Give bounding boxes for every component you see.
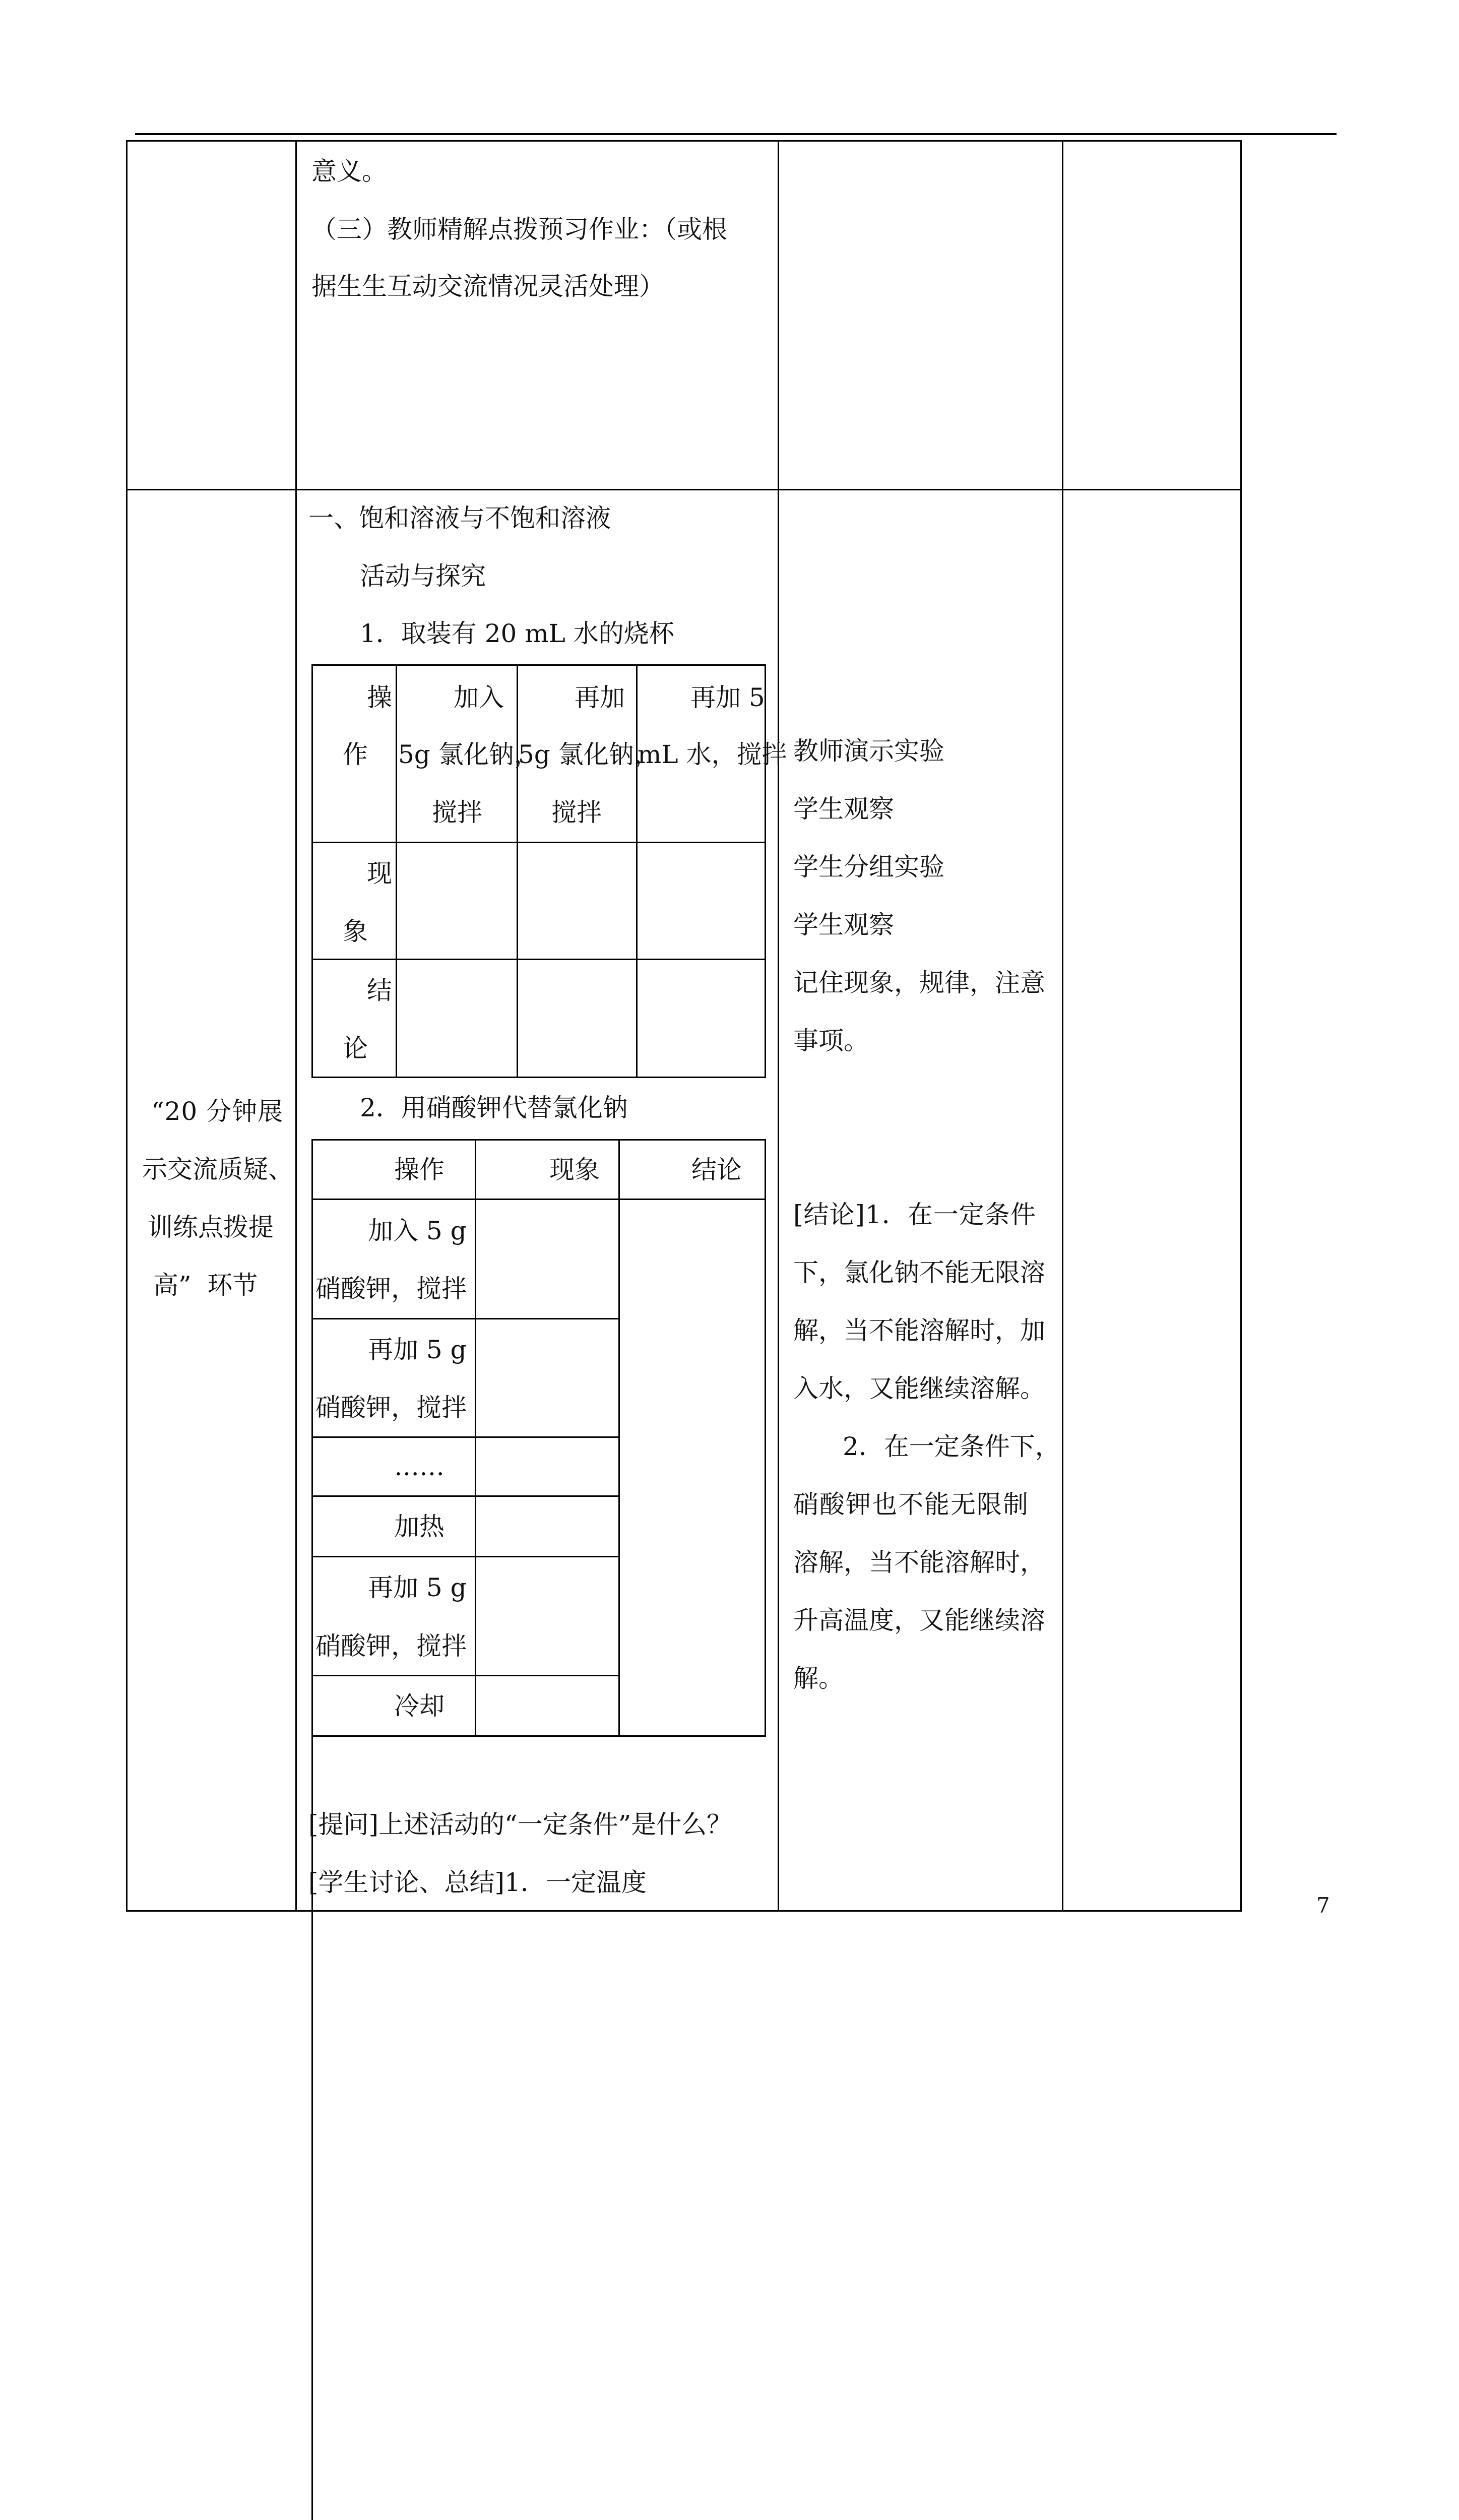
t2-op: 再加 5 g: [368, 1335, 467, 1364]
table-right-border: [1240, 140, 1242, 1912]
row-divider: [126, 489, 1242, 490]
t2-border: [311, 1139, 766, 1141]
t2-header: 现象: [549, 1155, 600, 1184]
t1-row-label: 结: [367, 976, 392, 1005]
t2-border: [311, 1735, 766, 1737]
text-line: （三）教师精解点拨预习作业：（或根: [311, 215, 727, 244]
conclusion-line: 解。: [793, 1664, 844, 1693]
question: [提问]上述活动的“一定条件”是什么？: [308, 1810, 732, 1839]
page-number: 7: [1316, 1893, 1330, 1918]
t2-border: [311, 1436, 620, 1438]
t1-header-c3: mL 水，搅拌: [638, 740, 787, 769]
t1-header-c2: 再加: [575, 683, 625, 712]
step-2: 2．用硝酸钾代替氯化钠: [360, 1093, 628, 1122]
t1-border: [636, 664, 638, 1078]
table-left-border: [126, 140, 128, 1912]
summary: [学生讨论、总结]1．一定温度: [308, 1868, 647, 1897]
t1-border: [396, 664, 397, 1078]
t2-border: [311, 1495, 620, 1497]
t2-op: 硝酸钾，搅拌: [315, 1631, 467, 1661]
t2-border: [311, 1675, 620, 1676]
t2-border: [311, 1556, 620, 1557]
header-rule: [135, 133, 1337, 135]
t2-border: [311, 1199, 766, 1200]
conclusion-line: 溶解，当不能溶解时，: [793, 1548, 1045, 1577]
t2-op: 硝酸钾，搅拌: [315, 1274, 467, 1303]
text-line: 据生生互动交流情况灵活处理）: [311, 272, 664, 301]
activity-line: 记住现象，规律，注意: [793, 968, 1045, 997]
t2-border: [311, 1139, 313, 1737]
t1-header-op: 作: [343, 740, 368, 769]
activity-line: 学生观察: [793, 794, 894, 824]
t1-border: [311, 1077, 766, 1078]
step-1: 1．取装有 20 mL 水的烧杯: [360, 619, 674, 648]
activity-title: 活动与探究: [360, 561, 486, 591]
table-bottom-border: [126, 1910, 1242, 1912]
t2-border: [475, 1139, 476, 1737]
conclusion-line: 入水，又能继续溶解。: [793, 1374, 1045, 1403]
t1-header-op: 操: [367, 683, 392, 712]
t1-border: [311, 664, 313, 1078]
t1-border: [517, 664, 518, 1078]
t2-op: 加热: [394, 1512, 445, 1541]
table-top-border: [126, 140, 1242, 142]
col-divider-1: [295, 140, 297, 1912]
activity-line: 学生观察: [793, 910, 894, 939]
conclusion-line: [结论]1．在一定条件: [793, 1200, 1036, 1229]
t2-header: 操作: [394, 1155, 445, 1184]
t2-op: 硝酸钾，搅拌: [315, 1393, 467, 1422]
section-heading: 一、饱和溶液与不饱和溶液: [308, 503, 611, 533]
t2-op: ……: [394, 1452, 445, 1481]
col-divider-3: [1062, 140, 1063, 1912]
conclusion-line: 硝酸钾也不能无限制: [793, 1490, 1029, 1519]
t1-row-label: 象: [343, 917, 368, 946]
stage-line: “20 分钟展: [151, 1097, 284, 1126]
conclusion-line: 下，氯化钠不能无限溶: [793, 1258, 1045, 1287]
t2-header: 结论: [691, 1155, 742, 1184]
t2-border: [311, 1318, 620, 1319]
conclusion-line: 解，当不能溶解时，加: [793, 1316, 1045, 1345]
t1-row-label: 现: [367, 859, 392, 888]
activity-line: 学生分组实验: [793, 852, 944, 881]
stage-line: 训练点拨提: [148, 1213, 274, 1242]
t2-op: 再加 5 g: [368, 1573, 467, 1602]
t2-op: 加入 5 g: [368, 1216, 467, 1245]
t2-border: [765, 1139, 766, 1737]
stage-line: 示交流质疑、: [142, 1155, 293, 1184]
col-divider-2: [778, 140, 779, 1912]
t2-op: 冷却: [394, 1691, 445, 1721]
conclusion-line: 2．在一定条件下，: [843, 1432, 1060, 1461]
conclusion-line: 升高温度，又能继续溶: [793, 1606, 1045, 1635]
t1-border: [311, 842, 766, 843]
t1-border: [765, 664, 766, 1078]
activity-line: 教师演示实验: [793, 736, 944, 766]
activity-line: 事项。: [793, 1026, 869, 1055]
t1-header-c3: 再加 5: [690, 683, 765, 712]
t2-border: [618, 1139, 620, 1737]
stage-line: 高” 环节: [153, 1271, 258, 1300]
text-line: 意义。: [311, 157, 387, 186]
t1-border: [311, 664, 766, 666]
t1-header-c1: 加入: [454, 683, 504, 712]
t1-header-c1: 5g 氯化钠，: [398, 740, 539, 769]
t1-header-c2: 搅拌: [551, 798, 602, 827]
t1-border: [311, 959, 766, 960]
t1-header-c2: 5g 氯化钠，: [518, 740, 659, 769]
t1-row-label: 论: [343, 1034, 368, 1063]
t1-header-c1: 搅拌: [432, 798, 482, 827]
